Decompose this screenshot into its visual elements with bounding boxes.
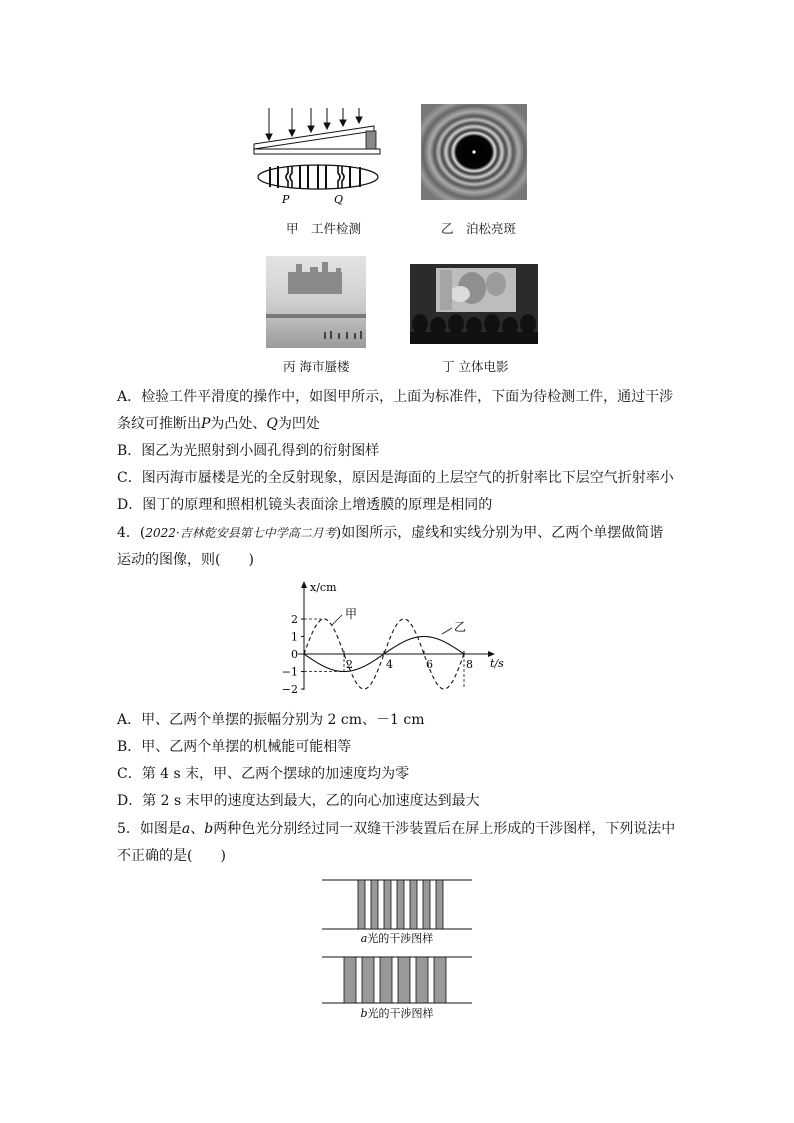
label-q: Q (334, 193, 344, 206)
figure-yi-caption: 乙 泊松亮斑 (441, 221, 517, 236)
q3-option-b: B．图乙为光照射到小圆孔得到的衍射图样 (117, 443, 380, 459)
q4-option-d: D．第 2 s 末甲的速度达到最大，乙的向心加速度达到最大 (117, 793, 480, 809)
svg-text:a光的干涉图样 (361, 931, 434, 945)
x-tick-label: 6 (426, 658, 433, 671)
figure-ding-caption: 丁 立体电影 (442, 359, 509, 374)
figure-yi-poisson-spot (421, 104, 527, 200)
q4-source: 2022·吉林乾安县第七中学高二月考 (145, 526, 336, 540)
figure-bing-mirage-photo (266, 256, 366, 348)
q4-stem-line1: 4．(2022·吉林乾安县第七中学高二月考)如图所示，虚线和实线分别为甲、乙两个单摆做简谐 (117, 525, 664, 541)
label-p: P (282, 193, 290, 206)
q5-stem-line2: 不正确的是( ) (117, 848, 226, 864)
x-axis-label: t/s (490, 657, 504, 670)
q4-option-a: A．甲、乙两个单摆的振幅分别为 2 cm、－1 cm (117, 712, 425, 728)
q3-option-d: D．图丁的原理和照相机镜头表面涂上增透膜的原理是相同的 (117, 497, 493, 513)
series-label-yi: 乙 (454, 620, 467, 634)
y-tick-label: −2 (281, 683, 298, 696)
figure-bing-caption: 丙 海市蜃楼 (283, 359, 350, 374)
x-tick-label: 2 (346, 658, 353, 671)
q5-pattern-a (322, 877, 472, 947)
figure-jia-workpiece-inspection (248, 100, 388, 212)
q4-oscillation-graph (280, 578, 510, 698)
pattern-a-caption: 光的干涉图样 (367, 932, 434, 945)
figure-ding-3d-movie-photo (410, 264, 538, 344)
q4-option-b: B．甲、乙两个单摆的机械能可能相等 (117, 739, 352, 755)
y-axis-label: x/cm (310, 581, 337, 594)
q4-stem-line2: 运动的图像，则( ) (117, 552, 254, 568)
y-tick-label: 2 (291, 613, 298, 626)
q3-option-a-line2: 条纹可推断出P为凸处、Q为凹处 (117, 416, 320, 432)
x-tick-label: 8 (466, 658, 473, 671)
q3-option-c: C．图丙海市蜃楼是光的全反射现象，原因是海面的上层空气的折射率比下层空气折射率小 (117, 470, 674, 486)
pattern-b-caption: 光的干涉图样 (367, 1007, 434, 1020)
leader-yi (442, 628, 452, 634)
figure-jia-caption: 甲 工件检测 (286, 221, 362, 236)
y-tick-label: −1 (281, 665, 298, 679)
q4-option-c: C．第 4 s 末，甲、乙两个摆球的加速度均为零 (117, 766, 410, 782)
pattern-a-letter: a (360, 932, 368, 945)
q5-stem-line1: 5．如图是a、b两种色光分别经过同一双缝干涉装置后在屏上形成的干涉图样，下列说法中 (117, 821, 676, 837)
y-tick-label: 1 (291, 630, 298, 644)
q3-option-a-line1: A．检验工件平滑度的操作中，如图甲所示，上面为标准件，下面为待检测工件，通过干涉 (117, 389, 674, 405)
series-label-jia: 甲 (345, 607, 358, 621)
svg-text:b光的干涉图样 (360, 1006, 433, 1020)
y-tick-label: 0 (291, 648, 298, 661)
leader-jia (332, 615, 342, 625)
x-tick-label: 4 (386, 658, 393, 671)
pattern-b-letter: b (360, 1007, 368, 1020)
q5-pattern-b (322, 954, 472, 1026)
